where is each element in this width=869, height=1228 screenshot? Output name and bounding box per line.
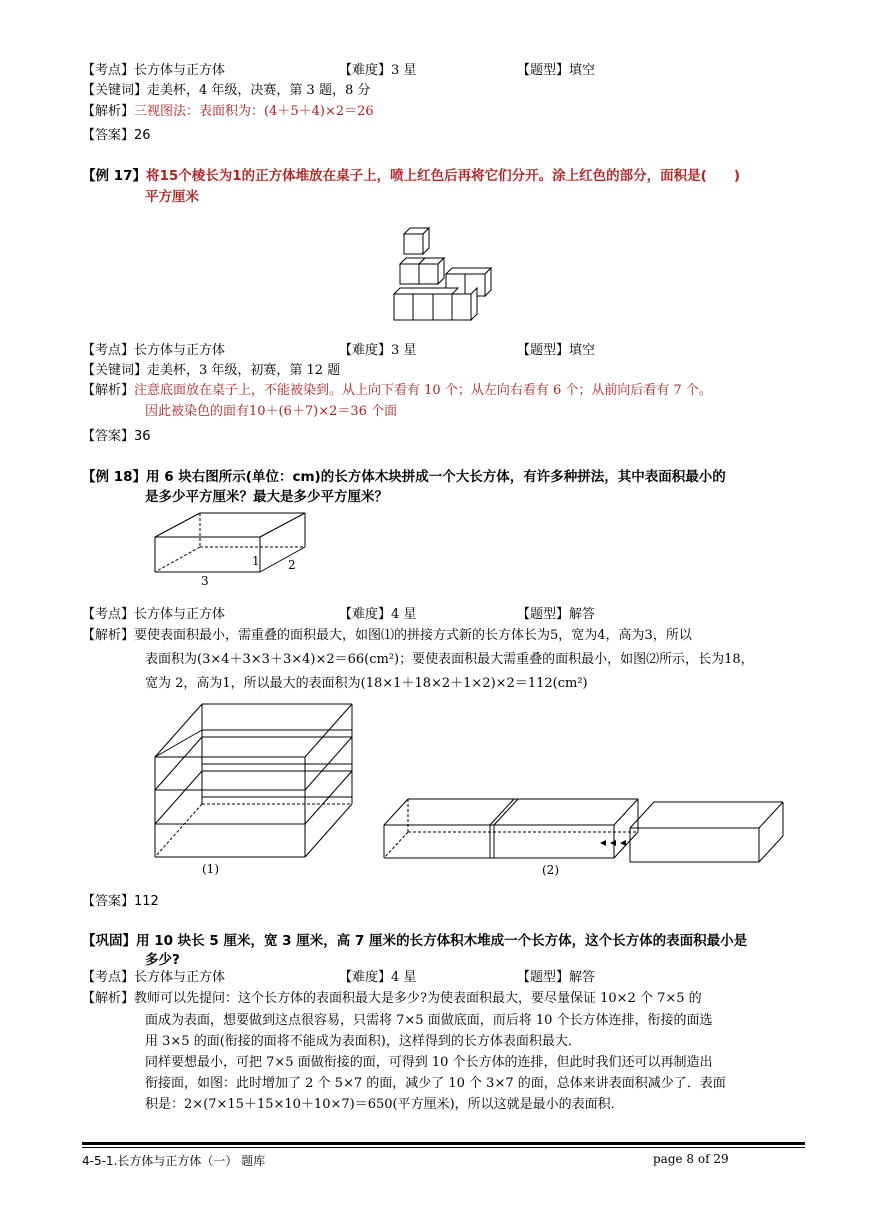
gonggu-question-line1 (82, 931, 747, 951)
jiexi-ex17-line1 (82, 381, 712, 401)
jiexi-b1 (82, 102, 374, 122)
jiexi-gonggu-line5: 衔接面，如图：此时增加了 2 个 5×7 的面，减少了 10 个 3×7 的面，总体来讲表面积减少了．表面 (145, 1076, 726, 1091)
jiexi-gonggu-line2: 面成为表面，想要做到这点很容易，只需将 7×5 面做底面，而后将 10 个长方体连排，衔接的面选 (145, 1013, 713, 1028)
jiexi-ex17-line2: 因此被染色的面有10＋(6＋7)×2＝36 个面 (145, 404, 398, 419)
nandu-ex18: 【难度】4 星 (339, 607, 417, 622)
daan-tag: 【答案】 (82, 429, 135, 444)
gonggu-tag: 【巩固】 (82, 933, 136, 949)
footer-rule-thick (82, 1142, 805, 1145)
ex17-q2: 平方厘米 (145, 189, 199, 205)
footer-page-number: page 8 of 29 (653, 1152, 729, 1166)
nandu-gonggu: 【难度】4 星 (339, 970, 417, 985)
fig2-label: (2) (542, 863, 559, 877)
guanjianci-ex17: 【关键词】走美杯，3 年级，初赛，第 12 题 (82, 363, 341, 378)
guanjianci-b1: 【关键词】走美杯，4 年级，决赛，第 3 题，8 分 (82, 83, 371, 98)
kaodian-ex18: 【考点】长方体与正方体 (82, 607, 226, 622)
jiexi-gonggu-line4: 同样要想最小，可把 7×5 面做衔接的面，可得到 10 个长方体的连排，但此时我们还可以再制造出 (145, 1055, 713, 1070)
jiexi-tag: 【解析】 (82, 383, 135, 398)
tixing-ex18: 【题型】解答 (517, 607, 596, 622)
ex17-q1: 将15个棱长为1的正方体堆放在桌子上，喷上红色后再将它们分开。涂上红色的部分，面积是( ) (146, 168, 741, 184)
dim-length-label: 3 (201, 574, 209, 588)
dim-width-label: 2 (288, 558, 296, 572)
block-unit-figure (145, 505, 315, 590)
jiexi-ex18-line1 (82, 626, 692, 646)
kaodian-b1: 【考点】长方体与正方体 (82, 63, 226, 78)
jiexi-text: 三视图法：表面积为：(4＋5＋4)×2＝26 (134, 104, 374, 119)
jiexi-gonggu-line6: 积是：2×(7×15＋15×10＋10×7)＝650(平方厘米)，所以这就是最小的表面积． (145, 1097, 624, 1112)
ex18-tag: 【例 18】 (82, 469, 146, 485)
jiexi-gonggu-line1 (82, 989, 702, 1009)
jiexi-gonggu-line3: 用 3×5 的面(衔接的面将不能成为表面积)，这样得到的长方体表面积最大． (145, 1034, 581, 1049)
continuation-arrows (600, 840, 626, 846)
ex18-q1: 用 6 块右图所示(单位：cm)的长方体木块拼成一个大长方体，有许多种拼法，其中表面积最小的 (146, 469, 726, 485)
nandu-ex17: 【难度】3 星 (339, 343, 417, 358)
fig1-label: (1) (202, 862, 219, 876)
ex17-question-line1 (82, 166, 740, 186)
footer-rule-thin (82, 1147, 805, 1148)
jiexi-text: 注意底面放在桌子上，不能被染到。从上向下看有 10 个；从左向右看有 6 个；从前向后看有 7 个。 (134, 383, 712, 398)
jiexi-text: 教师可以先提问：这个长方体的表面积最大是多少?为使表面积最大，要尽量保证 10×2 个 7×5 的 (134, 991, 702, 1006)
jiexi-tag: 【解析】 (82, 104, 135, 119)
jiexi-ex18-line3: 宽为 2，高为1，所以最大的表面积为(18×1＋18×2＋1×2)×2＝112(cm²) (145, 676, 588, 691)
jiexi-text: 要使表面积最小，需重叠的面积最大，如图⑴的拼接方式新的长方体长为5，宽为4，高为3，所以 (134, 628, 692, 643)
ex18-question-line1 (82, 467, 726, 487)
dim-height-label: 1 (252, 554, 260, 568)
ex18-q2: 是多少平方厘米？最大是多少平方厘米？ (145, 489, 388, 505)
daan-ex18 (82, 892, 159, 912)
daan-value: 112 (134, 894, 159, 909)
tixing-b1: 【题型】填空 (517, 63, 596, 78)
cube-stack-figure (380, 222, 500, 327)
tixing-gonggu: 【题型】解答 (517, 970, 596, 985)
jiexi-tag: 【解析】 (82, 991, 135, 1006)
daan-b1 (82, 126, 151, 146)
daan-value: 26 (134, 128, 151, 143)
nandu-b1: 【难度】3 星 (339, 63, 417, 78)
row-blocks-figure (380, 795, 790, 880)
daan-value: 36 (134, 429, 151, 444)
gonggu-q2: 多少? (145, 952, 180, 968)
stacked-blocks-figure (150, 700, 360, 880)
jiexi-ex18-line2: 表面积为(3×4＋3×3＋3×4)×2＝66(cm²)；要使表面积最大需重叠的面积最小，如图⑵所示，长为18， (145, 652, 754, 667)
daan-tag: 【答案】 (82, 128, 135, 143)
daan-tag: 【答案】 (82, 894, 135, 909)
daan-ex17 (82, 427, 151, 447)
footer-left: 4-5-1.长方体与正方体（一） 题库 (82, 1154, 266, 1168)
kaodian-gonggu: 【考点】长方体与正方体 (82, 970, 226, 985)
ex17-tag: 【例 17】 (82, 168, 146, 184)
gonggu-q1: 用 10 块长 5 厘米，宽 3 厘米，高 7 厘米的长方体积木堆成一个长方体，这个长方体的表面积最小是 (136, 933, 748, 949)
kaodian-ex17: 【考点】长方体与正方体 (82, 343, 226, 358)
tixing-ex17: 【题型】填空 (517, 343, 596, 358)
jiexi-tag: 【解析】 (82, 628, 135, 643)
